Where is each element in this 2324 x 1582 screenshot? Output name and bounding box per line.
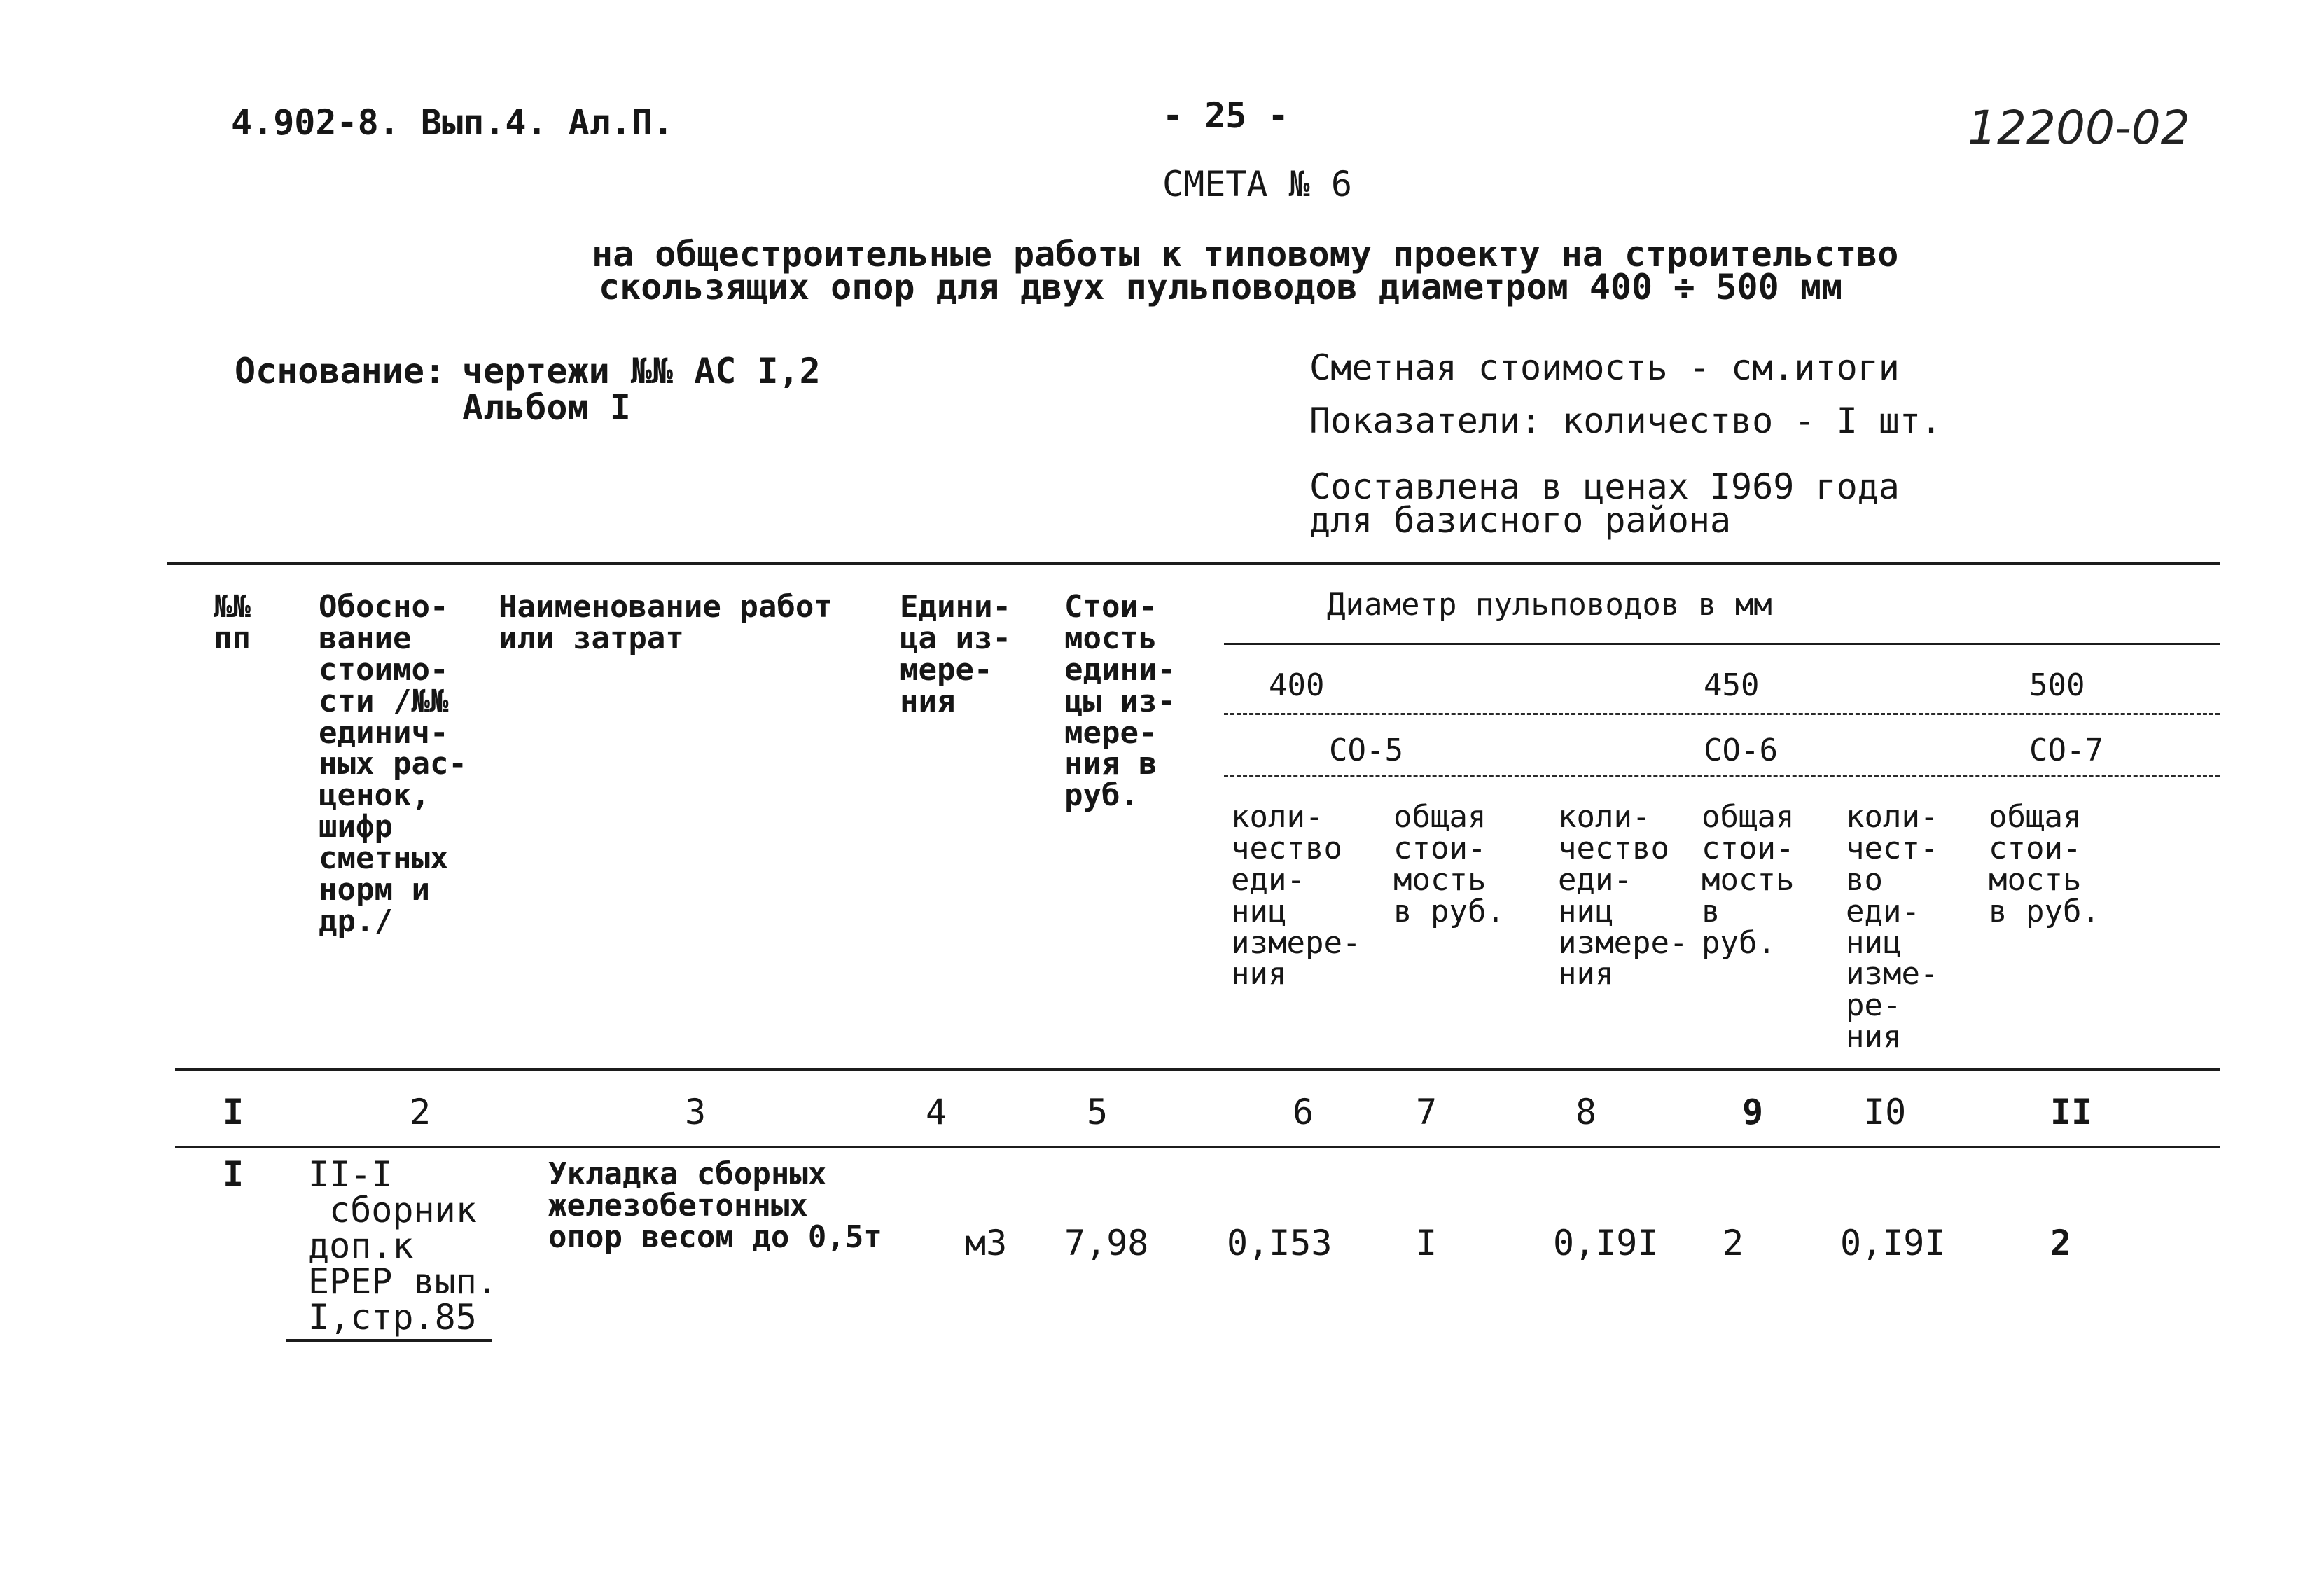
header-total-500: общая стои- мость в руб.	[1989, 799, 2100, 929]
header-basis: Обосно- вание стоимо- сти /№№ единич- ных рас- ценок, шифр сметных норм и др./	[319, 589, 467, 939]
header-diameter-group: Диаметр пульповодов в мм	[1327, 587, 1772, 623]
row-qty-500: 0,I9I	[1840, 1223, 1946, 1263]
row-name: Укладка сборных железобетонных опор весом до 0,5т	[548, 1156, 882, 1255]
header-qty-500: коли- чест- во еди- ниц изме- ре- ния	[1846, 799, 1939, 1055]
column-number-7: 7	[1416, 1092, 1438, 1132]
row-total-450: 2	[1723, 1223, 1744, 1263]
support-row-rule	[1224, 775, 2220, 777]
estimate-heading: СМЕТА № 6	[1162, 164, 1352, 204]
archive-number: 12200-02	[1968, 101, 2190, 155]
column-number-9: 9	[1742, 1092, 1764, 1132]
estimate-subtitle-line-2: скользящих опор для двух пульповодов диаметром 400 ÷ 500 мм	[599, 267, 1843, 307]
header-support-co7: СО-7	[2029, 733, 2103, 768]
column-numbers-rule	[175, 1146, 2220, 1148]
header-diameter-400: 400	[1269, 667, 1325, 703]
column-number-11: II	[2050, 1092, 2093, 1132]
basis-underline	[286, 1339, 492, 1342]
header-unit: Едини- ца из- мере- ния	[900, 589, 1011, 719]
header-support-co6: СО-6	[1704, 733, 1778, 768]
header-qty-400: коли- чество еди- ниц измере- ния	[1231, 799, 1361, 992]
header-qty-450: коли- чество еди- ниц измере- ния	[1558, 799, 1688, 992]
column-number-3: 3	[685, 1092, 707, 1132]
basis-drawings: чертежи №№ АС I,2	[462, 351, 821, 391]
column-number-4: 4	[926, 1092, 947, 1132]
row-unit: м3	[965, 1223, 1008, 1263]
header-name: Наименование работ или затрат	[499, 589, 833, 656]
diameter-row-rule	[1224, 713, 2220, 715]
diameter-group-rule	[1224, 643, 2220, 645]
column-number-6: 6	[1293, 1092, 1314, 1132]
column-number-10: I0	[1864, 1092, 1907, 1132]
header-diameter-500: 500	[2029, 667, 2085, 703]
indicators: Показатели: количество - I шт.	[1309, 401, 1942, 441]
header-unit-cost: Стои- мость едини- цы из- мере- ния в руб.	[1064, 589, 1176, 814]
column-number-8: 8	[1575, 1092, 1597, 1132]
column-number-2: 2	[410, 1092, 431, 1132]
page-number: - 25 -	[1162, 95, 1289, 136]
basis-album: Альбом I	[462, 387, 631, 428]
table-top-rule	[167, 562, 2220, 565]
header-total-450: общая стои- мость в руб.	[1702, 799, 1795, 961]
row-num: I	[223, 1154, 244, 1195]
estimated-cost: Сметная стоимость - см.итоги	[1309, 347, 1900, 388]
header-support-co5: СО-5	[1329, 733, 1403, 768]
row-basis: II-I сборник доп.к ЕРЕР вып. I,стр.85	[308, 1154, 498, 1338]
prices-line-1: Составлена в ценах I969 года	[1309, 466, 1900, 507]
row-total-500: 2	[2050, 1223, 2072, 1263]
row-qty-400: 0,I53	[1227, 1223, 1333, 1263]
column-number-5: 5	[1087, 1092, 1108, 1132]
document-code: 4.902-8. Вып.4. Ал.П.	[231, 102, 674, 143]
prices-line-2: для базисного района	[1309, 500, 1732, 541]
header-diameter-450: 450	[1704, 667, 1760, 703]
column-number-1: I	[223, 1092, 244, 1132]
header-num: №№ пп	[214, 589, 251, 656]
estimate-subtitle-line-1: на общестроительные работы к типовому проекту на строительство	[592, 234, 1899, 275]
row-unit-cost: 7,98	[1064, 1223, 1149, 1263]
basis-label: Основание:	[235, 351, 446, 391]
header-total-400: общая стои- мость в руб.	[1393, 799, 1505, 929]
row-qty-450: 0,I9I	[1553, 1223, 1659, 1263]
header-bottom-rule	[175, 1068, 2220, 1071]
row-total-400: I	[1416, 1223, 1438, 1263]
